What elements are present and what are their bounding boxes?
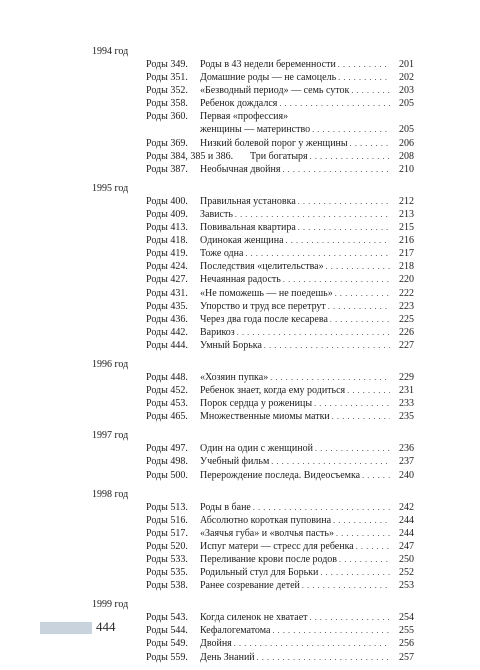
entry-title: Последствия «целительства»	[200, 261, 324, 273]
entry-title: «Заячья губа» и «волчья пасть»	[200, 527, 334, 539]
entry-label: Роды 517.	[146, 527, 188, 539]
toc-entry[interactable]	[146, 455, 414, 468]
entry-page-number: 206	[399, 137, 414, 149]
toc-entry[interactable]	[146, 163, 414, 176]
toc-entry[interactable]	[146, 287, 414, 300]
entry-title: женщины — материнство	[200, 124, 311, 136]
leader-dots	[339, 553, 390, 566]
entry-title: Перерождение последа. Видеосъемка	[200, 469, 361, 481]
entry-label: Роды 418.	[146, 235, 188, 247]
leader-dots	[298, 221, 390, 234]
entry-title: Родильный стул для Борьки	[200, 567, 319, 579]
entry-title: Один на один с женщиной	[200, 443, 313, 455]
entry-title: Роды в бане	[200, 501, 251, 513]
entry-label: Роды 500.	[146, 469, 188, 481]
leader-dots	[271, 455, 390, 468]
toc-entry[interactable]	[146, 300, 414, 313]
year-heading: 1999 год	[92, 599, 129, 611]
entry-label: Роды 533.	[146, 554, 188, 565]
entry-label: Роды 453.	[146, 398, 188, 410]
entry-page-number: 255	[399, 625, 414, 637]
leader-dots	[237, 326, 390, 339]
entry-page-number: 223	[399, 300, 414, 312]
entry-page-number: 215	[399, 222, 414, 234]
leader-dots	[272, 624, 390, 637]
leader-dots	[347, 384, 390, 397]
leader-dots	[338, 58, 390, 71]
toc-entry[interactable]	[146, 313, 414, 326]
entry-label: Роды 360.	[146, 111, 188, 123]
toc-entry[interactable]	[146, 221, 414, 234]
entry-page-number: 229	[399, 371, 414, 383]
entry-page-number: 213	[399, 208, 414, 220]
entry-label: Роды 400.	[146, 195, 188, 207]
entry-page-number: 253	[399, 580, 414, 592]
entry-page-number: 222	[399, 287, 414, 299]
entry-title: Роды в 43 недели беременности	[200, 59, 336, 70]
toc-entry[interactable]	[146, 527, 414, 540]
entry-page-number: 247	[399, 540, 414, 552]
leader-dots	[282, 163, 390, 176]
entry-label: Роды 444.	[146, 339, 188, 351]
entry-label: Роды 431.	[146, 287, 188, 299]
entry-page-number: 205	[399, 98, 414, 110]
entry-page-number: 201	[399, 59, 414, 70]
year-heading: 1998 год	[92, 488, 129, 500]
leader-dots	[350, 137, 390, 150]
entry-title: Одинокая женщина	[200, 235, 284, 247]
footer-color-bar	[40, 622, 92, 634]
entry-title: Повивальная квартира	[200, 222, 296, 234]
entry-title: Нечаянная радость	[200, 274, 281, 286]
year-heading: 1995 год	[92, 182, 129, 194]
toc-section	[92, 598, 414, 663]
toc-entry[interactable]	[146, 247, 414, 260]
entry-page-number: 225	[399, 313, 414, 325]
leader-dots	[333, 514, 390, 527]
entry-page-number: 202	[399, 72, 414, 84]
leader-dots	[336, 527, 390, 540]
entry-label: Роды 498.	[146, 456, 188, 468]
entry-page-number: 256	[399, 638, 414, 650]
leader-dots	[326, 260, 390, 273]
leader-dots	[302, 579, 390, 592]
entry-title: Первая «профессия»	[200, 111, 289, 123]
entry-page-number: 252	[399, 567, 414, 579]
leader-dots	[310, 611, 390, 624]
toc-entry[interactable]	[146, 208, 414, 221]
toc-entry[interactable]	[146, 579, 414, 592]
leader-dots	[286, 234, 390, 247]
entry-page-number: 236	[399, 443, 414, 455]
entry-label: Роды 520.	[146, 540, 188, 552]
entry-label: Роды 544.	[146, 625, 188, 637]
entry-label: Роды 436.	[146, 313, 188, 325]
toc-entry[interactable]	[146, 384, 414, 397]
toc-entry[interactable]	[146, 150, 414, 163]
entry-page-number: 244	[399, 514, 414, 526]
toc-entry[interactable]	[146, 410, 414, 423]
toc-entry[interactable]	[146, 326, 414, 339]
toc-entry[interactable]	[146, 651, 414, 664]
toc-entry[interactable]	[146, 110, 414, 123]
entry-page-number: 227	[399, 339, 414, 351]
leader-dots	[235, 208, 390, 221]
entry-label: Роды 424.	[146, 261, 188, 273]
leader-dots	[320, 566, 390, 579]
entry-label: Роды 559.	[146, 651, 188, 663]
toc-entry[interactable]	[146, 260, 414, 273]
entry-title: «Безводный период» — семь суток	[200, 85, 350, 97]
entry-page-number: 205	[399, 124, 414, 136]
entry-title: Ребенок дождался	[200, 98, 278, 110]
entry-page-number: 254	[399, 612, 414, 624]
entry-page-number: 231	[399, 385, 414, 397]
entry-label: Роды 349.	[146, 59, 188, 70]
entry-page-number: 220	[399, 274, 414, 286]
entry-title: Через два года после кесарева	[200, 313, 328, 325]
entry-title: Абсолютно короткая пуповина	[200, 514, 332, 526]
entry-page-number: 237	[399, 456, 414, 468]
leader-dots	[335, 287, 390, 300]
toc-entry[interactable]	[146, 514, 414, 527]
entry-title: Множественные миомы матки	[200, 411, 330, 423]
entry-page-number: 226	[399, 326, 414, 338]
entry-title: Порок сердца у роженицы	[200, 398, 313, 410]
entry-label: Роды 465.	[146, 411, 188, 423]
toc-entry[interactable]	[146, 397, 414, 410]
entry-label: Роды 427.	[146, 274, 188, 286]
toc-entry[interactable]	[146, 339, 414, 352]
year-heading: 1994 год	[92, 46, 129, 57]
entry-title: Ребенок знает, когда ему родиться	[200, 385, 346, 397]
entry-label: Роды 358.	[146, 98, 188, 110]
entry-title: Правильная установка	[200, 195, 296, 207]
toc-entry[interactable]	[146, 566, 414, 579]
toc-entry[interactable]	[146, 137, 414, 150]
leader-dots	[310, 150, 390, 163]
entry-page-number: 210	[399, 163, 414, 175]
leader-dots	[332, 410, 390, 423]
entry-title: Двойня	[200, 638, 232, 650]
entry-label: Роды 543.	[146, 612, 188, 624]
entry-label: Роды 448.	[146, 371, 188, 383]
toc-entry[interactable]	[146, 84, 414, 97]
toc-entry[interactable]	[146, 71, 414, 84]
toc-entry[interactable]	[146, 123, 414, 136]
entry-title: День Знаний	[200, 651, 255, 663]
leader-dots	[362, 469, 390, 482]
toc-section	[92, 429, 414, 481]
toc-entry[interactable]	[146, 637, 414, 650]
entry-title: Домашние роды — не самоцель	[200, 72, 337, 84]
entry-page-number: 242	[399, 501, 414, 513]
leader-dots	[270, 371, 390, 384]
toc-entry[interactable]	[146, 553, 414, 566]
entry-page-number: 217	[399, 248, 414, 260]
year-heading: 1997 год	[92, 430, 129, 442]
entry-title: Ранее созревание детей	[200, 580, 300, 592]
entry-title: Учебный фильм	[200, 456, 270, 468]
entry-label: Роды 387.	[146, 163, 188, 175]
entry-label: Роды 452.	[146, 385, 188, 397]
entry-title: Кефалогематома	[200, 625, 271, 637]
toc-entry[interactable]	[146, 234, 414, 247]
entry-page-number: 208	[399, 150, 414, 162]
leader-dots	[312, 123, 390, 136]
table-of-contents	[92, 45, 414, 670]
entry-title: Упорство и труд все перетрут	[200, 300, 326, 312]
leader-dots	[314, 397, 390, 410]
entry-title: Необычная двойня	[200, 163, 281, 175]
entry-title: «Хозяин пупка»	[200, 371, 269, 383]
toc-entry[interactable]	[146, 371, 414, 384]
toc-entry[interactable]	[146, 58, 414, 71]
entry-title: Низкий болевой порог у женщины	[200, 137, 348, 149]
entry-title: Умный Борька	[200, 339, 262, 351]
leader-dots	[315, 442, 390, 455]
leader-dots	[328, 300, 390, 313]
entry-page-number: 216	[399, 235, 414, 247]
toc-entry[interactable]	[146, 273, 414, 286]
entry-page-number: 212	[399, 195, 414, 207]
entry-title: «Не поможешь — не поедешь»	[200, 287, 333, 299]
entry-title: Испуг матери — стресс для ребенка	[200, 540, 354, 552]
leader-dots	[338, 71, 390, 84]
entry-label: Роды 513.	[146, 501, 188, 513]
entry-page-number: 218	[399, 261, 414, 273]
leader-dots	[351, 84, 390, 97]
toc-entry[interactable]	[146, 97, 414, 110]
entry-title: Переливание крови после родов	[200, 554, 338, 565]
entry-label: Роды 435.	[146, 300, 188, 312]
entry-page-number: 250	[399, 554, 414, 565]
toc-section	[92, 358, 414, 423]
entry-label: Роды 351.	[146, 72, 188, 84]
entry-page-number: 240	[399, 469, 414, 481]
entry-label: Роды 419.	[146, 248, 188, 260]
toc-section	[92, 488, 414, 593]
entry-label: Роды 497.	[146, 443, 188, 455]
leader-dots	[253, 501, 390, 514]
toc-entry[interactable]	[146, 540, 414, 553]
toc-entry[interactable]	[146, 624, 414, 637]
leader-dots	[298, 195, 390, 208]
leader-dots	[356, 540, 390, 553]
entry-page-number: 203	[399, 85, 414, 97]
entry-label: Роды 384, 385 и 386.	[146, 150, 234, 162]
entry-page-number: 244	[399, 527, 414, 539]
entry-title: Тоже одна	[200, 248, 244, 260]
entry-title: Зависть	[200, 208, 233, 220]
entry-label: Роды 369.	[146, 137, 188, 149]
leader-dots	[234, 637, 390, 650]
toc-entry[interactable]	[146, 611, 414, 624]
toc-section	[92, 182, 414, 352]
entry-label: Роды 538.	[146, 580, 188, 592]
toc-entry[interactable]	[146, 501, 414, 514]
toc-entry[interactable]	[146, 195, 414, 208]
entry-label: Роды 549.	[146, 638, 188, 650]
year-heading: 1996 год	[92, 358, 129, 370]
entry-page-number: 233	[399, 398, 414, 410]
entry-title: Когда силенок не хватает	[200, 612, 308, 624]
entry-label: Роды 352.	[146, 85, 188, 97]
toc-section	[92, 45, 414, 176]
entry-label: Роды 413.	[146, 222, 188, 234]
leader-dots	[245, 247, 390, 260]
leader-dots	[257, 651, 390, 664]
leader-dots	[330, 313, 390, 326]
entry-title: Три богатыря	[250, 150, 308, 162]
entry-page-number: 257	[399, 651, 414, 663]
entry-label: Роды 442.	[146, 326, 188, 338]
toc-entry[interactable]	[146, 442, 414, 455]
leader-dots	[279, 97, 390, 110]
entry-label: Роды 516.	[146, 514, 188, 526]
entry-page-number: 235	[399, 411, 414, 423]
leader-dots	[264, 339, 390, 352]
leader-dots	[283, 273, 390, 286]
toc-entry[interactable]	[146, 469, 414, 482]
entry-label: Роды 535.	[146, 567, 188, 579]
entry-title: Варикоз	[200, 326, 235, 338]
page-number: 444	[96, 619, 116, 634]
entry-label: Роды 409.	[146, 208, 188, 220]
